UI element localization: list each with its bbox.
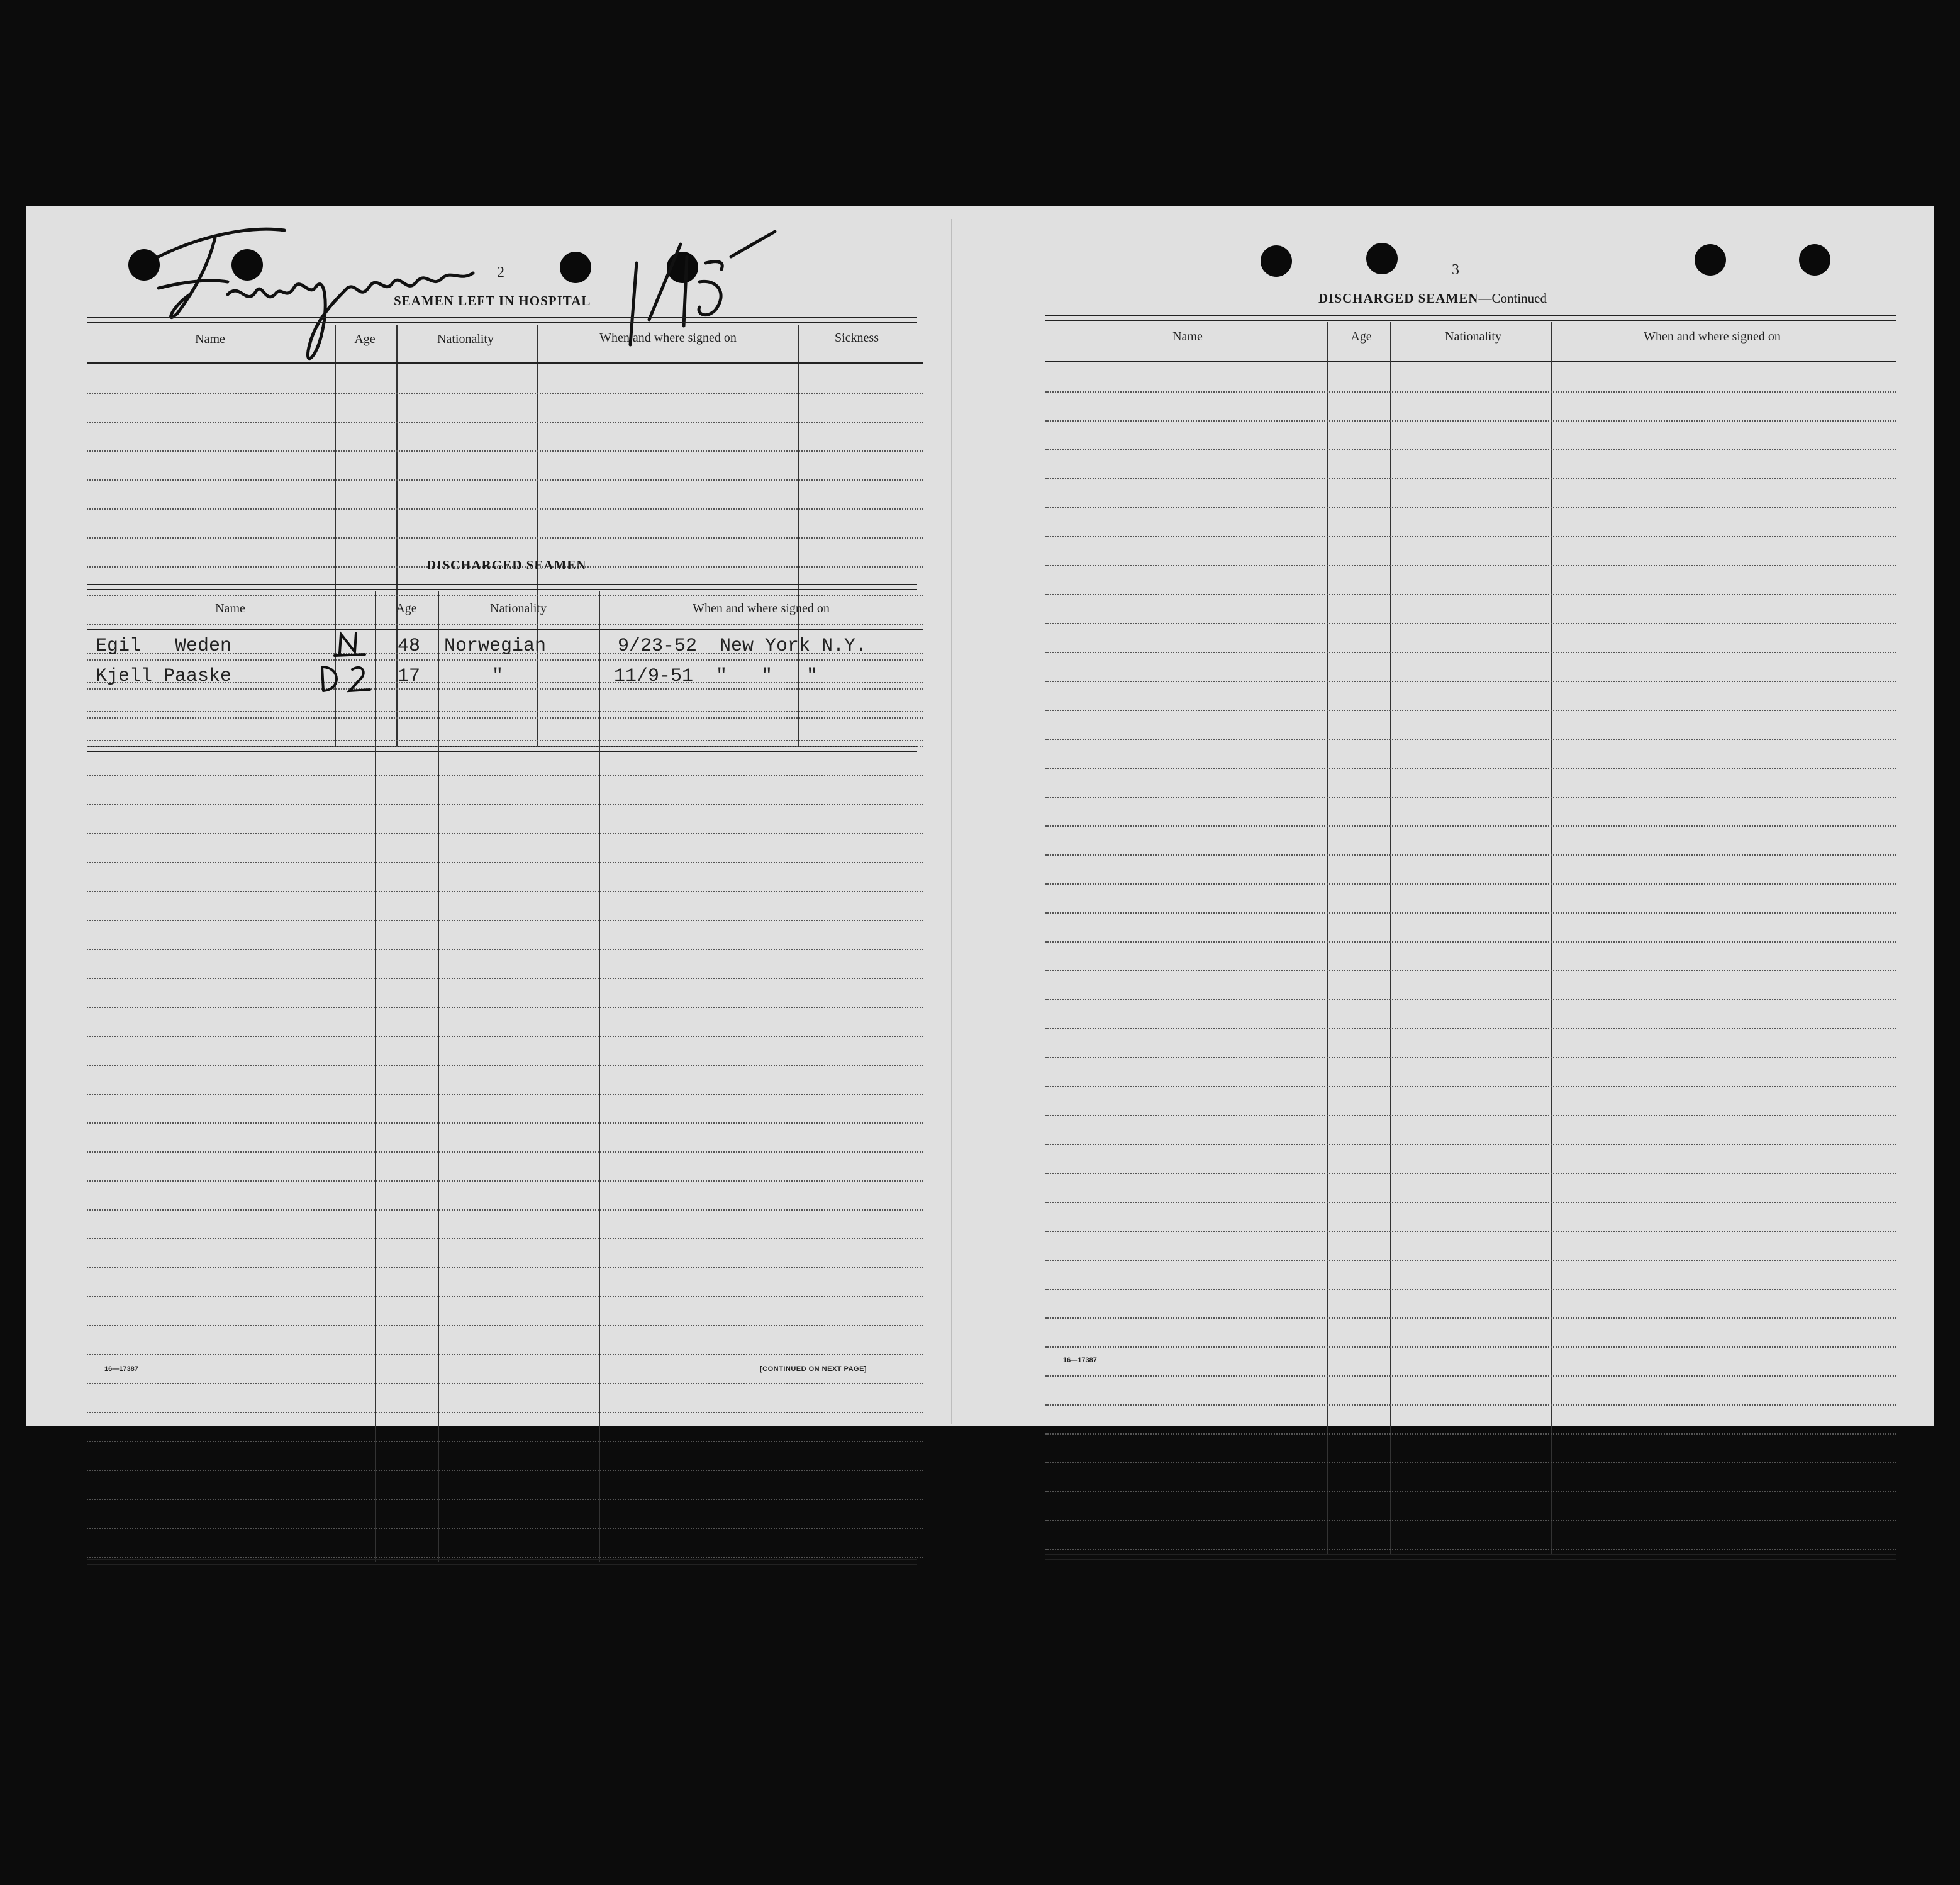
ruled-line <box>87 1557 923 1558</box>
ruled-line <box>1045 1144 1896 1145</box>
ruled-line <box>87 711 923 712</box>
ruled-line <box>87 1499 923 1500</box>
ruled-line <box>87 450 923 452</box>
continued-note: [CONTINUED ON NEXT PAGE] <box>760 1365 867 1373</box>
ruled-line <box>87 978 923 979</box>
header-name: Name <box>215 601 245 615</box>
header-name: Name <box>1172 330 1203 344</box>
ruled-line <box>1045 1231 1896 1232</box>
handwritten-initials <box>309 628 385 703</box>
header-rule <box>87 362 923 364</box>
ruled-line <box>1045 449 1896 450</box>
ruled-line <box>87 1238 923 1239</box>
ruled-line <box>1045 797 1896 798</box>
ruled-line <box>1045 1260 1896 1261</box>
ruled-line <box>1045 420 1896 422</box>
punch-hole <box>1366 243 1398 274</box>
seaman-age: 48 <box>398 635 421 657</box>
ruled-line <box>1045 1346 1896 1348</box>
ruled-line <box>1045 1549 1896 1550</box>
seaman-name: Kjell Paaske <box>96 666 232 687</box>
ruled-line <box>87 1325 923 1326</box>
ruled-line <box>87 659 923 661</box>
ruled-line <box>1045 391 1896 393</box>
ruled-line <box>87 624 923 625</box>
ruled-line <box>87 891 923 892</box>
punch-hole <box>1799 244 1830 276</box>
header-sickness: Sickness <box>835 331 879 345</box>
discharged-section-title: DISCHARGED SEAMEN <box>426 557 587 573</box>
ruled-line <box>1045 1317 1896 1319</box>
ruled-line <box>1045 1057 1896 1058</box>
ruled-line <box>87 949 923 950</box>
ruled-line <box>87 1036 923 1037</box>
rule <box>87 322 917 323</box>
page-number-right: 3 <box>1452 262 1459 278</box>
seaman-name: Egil Weden <box>96 635 232 657</box>
punch-hole <box>1695 244 1726 276</box>
ruled-line <box>1045 1375 1896 1377</box>
column-divider <box>599 591 600 1562</box>
seaman-signed-on: 9/23-52 New York N.Y. <box>618 635 867 657</box>
header-age: Age <box>396 601 417 615</box>
ruled-line <box>87 1094 923 1095</box>
ruled-line <box>87 1441 923 1442</box>
ruled-line <box>87 1383 923 1384</box>
seaman-nationality: Norwegian <box>444 635 547 657</box>
ruled-line <box>87 393 923 394</box>
ruled-line <box>87 1267 923 1268</box>
ruled-line <box>87 1180 923 1182</box>
ruled-line <box>87 775 923 776</box>
ruled-line <box>1045 768 1896 769</box>
rule <box>87 317 917 318</box>
header-signed-on: When and where signed on <box>1644 330 1781 344</box>
ruled-line <box>1045 594 1896 595</box>
hospital-section-title: SEAMEN LEFT IN HOSPITAL <box>394 293 591 308</box>
ruled-line <box>87 688 923 690</box>
column-divider <box>438 591 439 1562</box>
ruled-line <box>1045 507 1896 508</box>
ruled-line <box>87 717 923 719</box>
ruled-line <box>1045 1086 1896 1087</box>
column-divider <box>537 325 538 747</box>
rule <box>1045 315 1896 316</box>
ruled-line <box>87 740 923 741</box>
ruled-line <box>87 1007 923 1008</box>
rule <box>87 584 917 585</box>
ruled-line <box>87 1412 923 1413</box>
rule <box>1045 1554 1896 1555</box>
ruled-line <box>87 804 923 805</box>
discharged-continued-title: DISCHARGED SEAMEN—Continued <box>1318 291 1547 306</box>
column-divider <box>375 591 376 1562</box>
ruled-line <box>1045 1404 1896 1406</box>
ruled-line <box>1045 1173 1896 1174</box>
ruled-line <box>1045 912 1896 914</box>
ruled-line <box>1045 1028 1896 1029</box>
ruled-line <box>1045 941 1896 942</box>
rule <box>87 1559 917 1560</box>
rule <box>87 1564 917 1565</box>
header-signed-on: When and where signed on <box>599 331 737 345</box>
ruled-line <box>1045 623 1896 624</box>
ruled-line <box>1045 1115 1896 1116</box>
ruled-line <box>87 479 923 481</box>
ruled-line <box>87 833 923 834</box>
ruled-line <box>1045 652 1896 653</box>
ruled-line <box>1045 565 1896 566</box>
ruled-line <box>87 1354 923 1355</box>
header-rule <box>87 629 923 630</box>
ruled-line <box>87 1151 923 1153</box>
ruled-line <box>1045 1433 1896 1435</box>
form-number: 16—17387 <box>104 1365 138 1373</box>
ruled-line <box>1045 883 1896 885</box>
ruled-line <box>1045 681 1896 682</box>
rule <box>87 589 917 590</box>
header-age: Age <box>354 332 376 346</box>
ruled-line <box>1045 825 1896 827</box>
page-fold <box>951 219 952 1424</box>
header-age: Age <box>1350 330 1372 344</box>
ruled-line <box>1045 1289 1896 1290</box>
ruled-line <box>87 1528 923 1529</box>
header-name: Name <box>195 332 225 346</box>
ruled-line <box>87 920 923 921</box>
ruled-line <box>1045 478 1896 479</box>
ruled-line <box>1045 854 1896 856</box>
header-nationality: Nationality <box>1445 330 1501 344</box>
header-nationality: Nationality <box>490 601 547 615</box>
ruled-line <box>87 1296 923 1297</box>
punch-hole <box>560 252 591 283</box>
ruled-line <box>87 537 923 539</box>
ruled-line <box>87 508 923 510</box>
header-rule <box>1045 361 1896 362</box>
punch-hole <box>1261 245 1292 277</box>
ruled-line <box>87 595 923 596</box>
ruled-line <box>87 746 923 747</box>
ruled-line <box>1045 970 1896 971</box>
header-nationality: Nationality <box>437 332 494 346</box>
ruled-line <box>1045 536 1896 537</box>
header-signed-on: When and where signed on <box>693 601 830 615</box>
ruled-line <box>1045 1491 1896 1492</box>
ruled-line <box>87 1470 923 1471</box>
form-number: 16—17387 <box>1063 1356 1097 1364</box>
ruled-line <box>87 1122 923 1124</box>
ruled-line <box>87 862 923 863</box>
page-number-left: 2 <box>497 264 504 281</box>
rule <box>87 751 917 752</box>
ruled-line <box>1045 1462 1896 1463</box>
document-sheet <box>26 206 1934 1426</box>
seaman-signed-on: 11/9-51 " " " <box>614 666 818 687</box>
ruled-line <box>87 422 923 423</box>
ruled-line <box>1045 1520 1896 1521</box>
ruled-line <box>1045 999 1896 1000</box>
seaman-age: 17 <box>398 666 421 687</box>
ruled-line <box>87 1065 923 1066</box>
rule <box>1045 320 1896 321</box>
rule <box>1045 1559 1896 1560</box>
seaman-nationality: " <box>492 666 504 687</box>
ruled-line <box>87 1209 923 1211</box>
ruled-line <box>1045 1202 1896 1203</box>
ruled-line <box>1045 710 1896 711</box>
ruled-line <box>1045 739 1896 740</box>
